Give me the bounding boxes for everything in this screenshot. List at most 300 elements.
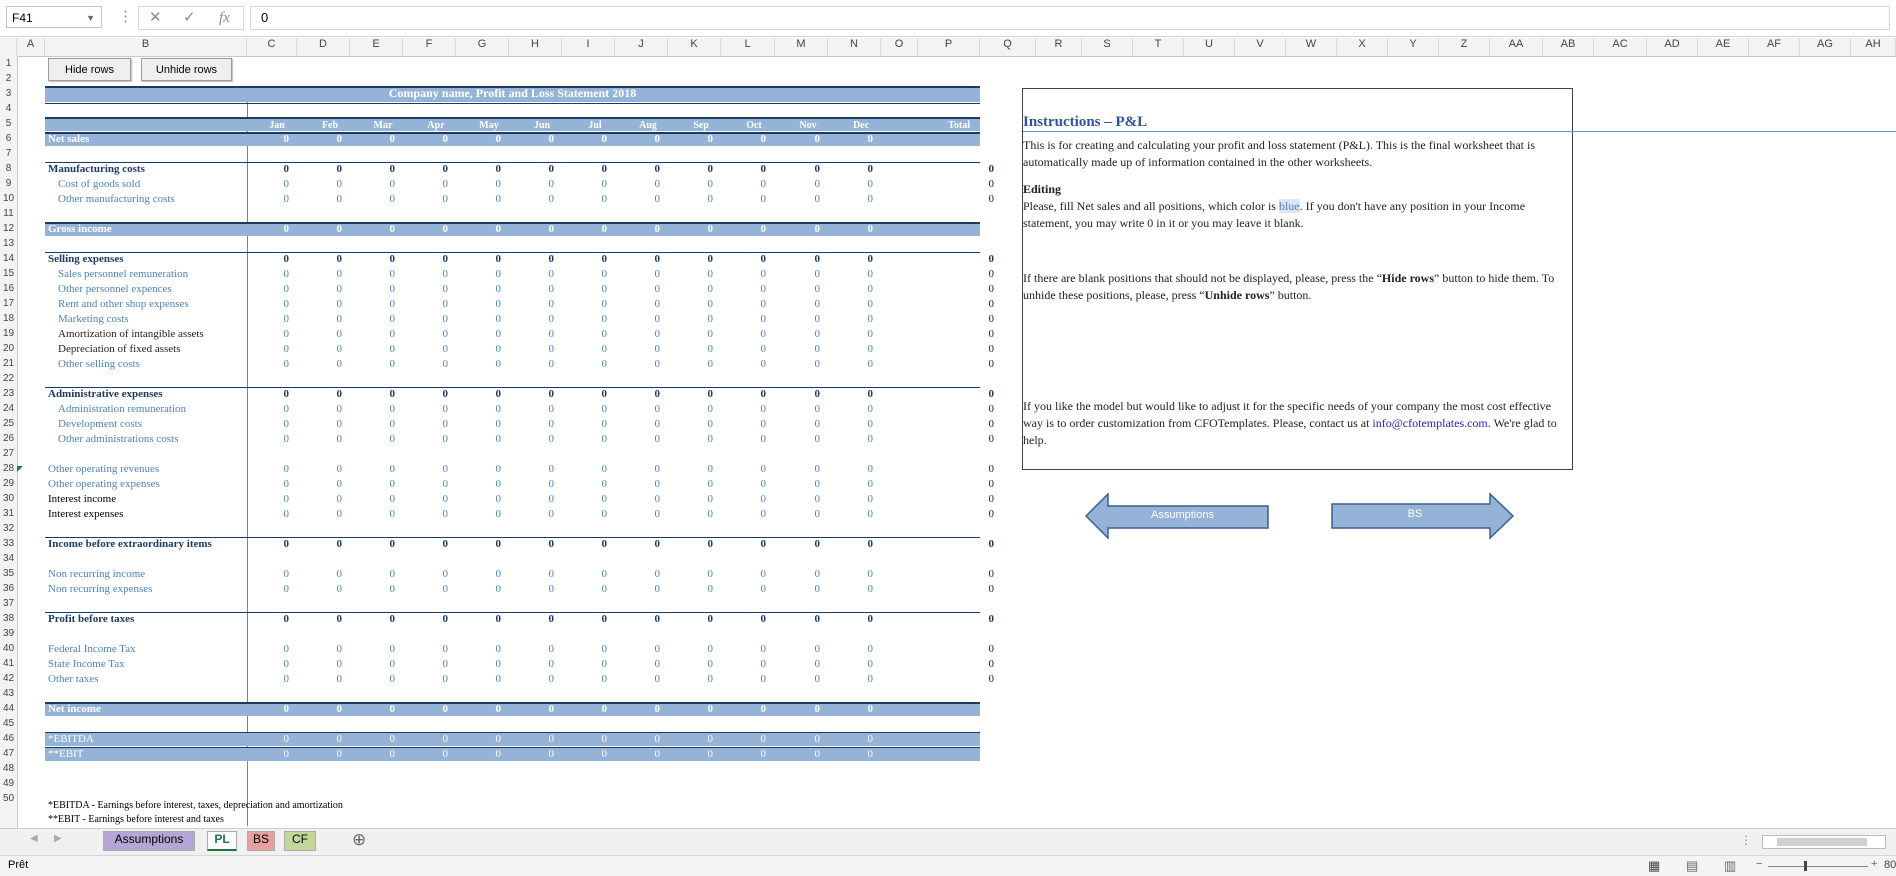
- month-value[interactable]: 0: [548, 268, 554, 280]
- month-value[interactable]: 0: [548, 283, 554, 295]
- month-value[interactable]: 0: [495, 223, 501, 235]
- page-break-icon[interactable]: ▥: [1724, 858, 1737, 873]
- month-value[interactable]: 0: [601, 568, 607, 580]
- column-header[interactable]: AF: [1749, 38, 1800, 56]
- month-value[interactable]: 0: [654, 478, 660, 490]
- month-value[interactable]: 0: [760, 298, 766, 310]
- month-value[interactable]: 0: [654, 283, 660, 295]
- month-value[interactable]: 0: [654, 733, 660, 745]
- month-value[interactable]: 0: [707, 298, 713, 310]
- total-value[interactable]: 0: [988, 673, 994, 685]
- month-value[interactable]: 0: [814, 253, 820, 265]
- month-value[interactable]: 0: [442, 613, 448, 625]
- month-value[interactable]: 0: [814, 223, 820, 235]
- row-label[interactable]: Manufacturing costs: [48, 163, 145, 175]
- month-value[interactable]: 0: [283, 343, 289, 355]
- month-value[interactable]: 0: [867, 343, 873, 355]
- month-value[interactable]: 0: [601, 298, 607, 310]
- month-value[interactable]: 0: [814, 508, 820, 520]
- month-value[interactable]: 0: [760, 703, 766, 715]
- month-value[interactable]: 0: [654, 433, 660, 445]
- month-value[interactable]: 0: [283, 703, 289, 715]
- month-value[interactable]: 0: [867, 583, 873, 595]
- total-value[interactable]: 0: [988, 538, 994, 550]
- month-value[interactable]: 0: [707, 643, 713, 655]
- month-value[interactable]: 0: [601, 283, 607, 295]
- month-value[interactable]: 0: [760, 643, 766, 655]
- month-value[interactable]: 0: [389, 283, 395, 295]
- month-value[interactable]: 0: [336, 748, 342, 760]
- month-value[interactable]: 0: [654, 583, 660, 595]
- month-value[interactable]: 0: [814, 478, 820, 490]
- month-value[interactable]: 0: [548, 748, 554, 760]
- month-value[interactable]: 0: [707, 313, 713, 325]
- month-value[interactable]: 0: [814, 568, 820, 580]
- month-value[interactable]: 0: [814, 268, 820, 280]
- month-value[interactable]: 0: [495, 283, 501, 295]
- month-value[interactable]: 0: [442, 703, 448, 715]
- row-label[interactable]: Depreciation of fixed assets: [58, 343, 181, 355]
- column-header[interactable]: I: [562, 38, 615, 56]
- tab-cf[interactable]: CF: [284, 831, 316, 851]
- month-value[interactable]: 0: [760, 223, 766, 235]
- month-value[interactable]: 0: [814, 463, 820, 475]
- total-value[interactable]: 0: [988, 703, 994, 715]
- tab-scroll-left-icon[interactable]: ◀: [30, 833, 38, 844]
- column-header[interactable]: AG: [1800, 38, 1851, 56]
- month-value[interactable]: 0: [442, 403, 448, 415]
- month-value[interactable]: 0: [389, 418, 395, 430]
- month-value[interactable]: 0: [283, 133, 289, 145]
- month-value[interactable]: 0: [548, 193, 554, 205]
- total-value[interactable]: 0: [988, 493, 994, 505]
- month-value[interactable]: 0: [601, 418, 607, 430]
- total-value[interactable]: 0: [988, 388, 994, 400]
- month-value[interactable]: 0: [760, 463, 766, 475]
- column-header[interactable]: N: [828, 38, 881, 56]
- month-value[interactable]: 0: [760, 433, 766, 445]
- month-value[interactable]: 0: [389, 343, 395, 355]
- scrollbar-thumb[interactable]: [1777, 838, 1867, 846]
- month-value[interactable]: 0: [442, 253, 448, 265]
- month-value[interactable]: 0: [601, 223, 607, 235]
- month-value[interactable]: 0: [654, 508, 660, 520]
- month-value[interactable]: 0: [442, 298, 448, 310]
- month-value[interactable]: 0: [760, 478, 766, 490]
- month-value[interactable]: 0: [707, 358, 713, 370]
- month-value[interactable]: 0: [336, 328, 342, 340]
- month-value[interactable]: 0: [548, 703, 554, 715]
- month-value[interactable]: 0: [867, 463, 873, 475]
- month-value[interactable]: 0: [867, 568, 873, 580]
- month-value[interactable]: 0: [654, 748, 660, 760]
- row-header[interactable]: 28: [2, 463, 15, 474]
- month-value[interactable]: 0: [495, 313, 501, 325]
- month-value[interactable]: 0: [814, 178, 820, 190]
- month-value[interactable]: 0: [814, 298, 820, 310]
- column-header[interactable]: W: [1286, 38, 1337, 56]
- month-value[interactable]: 0: [442, 133, 448, 145]
- formula-input[interactable]: 0: [250, 6, 1890, 30]
- column-header[interactable]: E: [350, 38, 403, 56]
- month-value[interactable]: 0: [389, 568, 395, 580]
- month-value[interactable]: 0: [760, 163, 766, 175]
- month-value[interactable]: 0: [707, 568, 713, 580]
- month-value[interactable]: 0: [336, 508, 342, 520]
- row-header[interactable]: 15: [2, 268, 15, 279]
- month-value[interactable]: 0: [867, 253, 873, 265]
- month-value[interactable]: 0: [336, 223, 342, 235]
- month-value[interactable]: 0: [495, 493, 501, 505]
- month-value[interactable]: 0: [760, 613, 766, 625]
- month-value[interactable]: 0: [760, 193, 766, 205]
- row-label[interactable]: Other manufacturing costs: [58, 193, 175, 205]
- month-value[interactable]: 0: [548, 388, 554, 400]
- month-value[interactable]: 0: [442, 268, 448, 280]
- month-value[interactable]: 0: [814, 328, 820, 340]
- row-label[interactable]: Rent and other shop expenses: [58, 298, 189, 310]
- row-header[interactable]: 16: [2, 283, 15, 294]
- month-value[interactable]: 0: [814, 703, 820, 715]
- month-value[interactable]: 0: [495, 253, 501, 265]
- month-value[interactable]: 0: [760, 418, 766, 430]
- month-value[interactable]: 0: [760, 748, 766, 760]
- month-value[interactable]: 0: [760, 313, 766, 325]
- month-value[interactable]: 0: [654, 403, 660, 415]
- row-label[interactable]: Administrative expenses: [48, 388, 163, 400]
- month-value[interactable]: 0: [760, 283, 766, 295]
- month-value[interactable]: 0: [283, 733, 289, 745]
- month-value[interactable]: 0: [442, 463, 448, 475]
- month-value[interactable]: 0: [389, 583, 395, 595]
- month-value[interactable]: 0: [867, 493, 873, 505]
- month-value[interactable]: 0: [654, 568, 660, 580]
- month-value[interactable]: 0: [654, 538, 660, 550]
- total-value[interactable]: 0: [988, 463, 994, 475]
- fx-icon[interactable]: fx: [219, 10, 230, 26]
- chevron-down-icon[interactable]: ▼: [86, 13, 95, 23]
- month-value[interactable]: 0: [548, 508, 554, 520]
- total-value[interactable]: 0: [988, 418, 994, 430]
- month-value[interactable]: 0: [654, 253, 660, 265]
- month-value[interactable]: 0: [707, 268, 713, 280]
- month-value[interactable]: 0: [283, 298, 289, 310]
- month-value[interactable]: 0: [548, 478, 554, 490]
- column-header[interactable]: F: [403, 38, 456, 56]
- month-value[interactable]: 0: [389, 253, 395, 265]
- month-value[interactable]: 0: [389, 493, 395, 505]
- month-value[interactable]: 0: [707, 748, 713, 760]
- month-value[interactable]: 0: [548, 733, 554, 745]
- month-value[interactable]: 0: [548, 433, 554, 445]
- row-label[interactable]: Selling expenses: [48, 253, 124, 265]
- month-value[interactable]: 0: [389, 358, 395, 370]
- month-value[interactable]: 0: [442, 343, 448, 355]
- total-value[interactable]: 0: [988, 133, 994, 145]
- column-header[interactable]: T: [1133, 38, 1184, 56]
- month-value[interactable]: 0: [336, 298, 342, 310]
- month-value[interactable]: 0: [760, 133, 766, 145]
- month-value[interactable]: 0: [442, 658, 448, 670]
- month-value[interactable]: 0: [707, 703, 713, 715]
- row-header[interactable]: 19: [2, 328, 15, 339]
- month-value[interactable]: 0: [654, 358, 660, 370]
- total-value[interactable]: 0: [988, 193, 994, 205]
- row-header[interactable]: 47: [2, 748, 15, 759]
- month-value[interactable]: 0: [283, 403, 289, 415]
- month-value[interactable]: 0: [283, 358, 289, 370]
- month-value[interactable]: 0: [867, 133, 873, 145]
- month-value[interactable]: 0: [548, 403, 554, 415]
- month-value[interactable]: 0: [548, 358, 554, 370]
- month-value[interactable]: 0: [760, 268, 766, 280]
- month-value[interactable]: 0: [495, 388, 501, 400]
- month-value[interactable]: 0: [442, 733, 448, 745]
- month-value[interactable]: 0: [442, 493, 448, 505]
- month-value[interactable]: 0: [814, 313, 820, 325]
- column-header[interactable]: R: [1036, 38, 1082, 56]
- enter-icon[interactable]: ✓: [183, 9, 196, 26]
- month-value[interactable]: 0: [760, 343, 766, 355]
- total-value[interactable]: 0: [988, 613, 994, 625]
- month-value[interactable]: 0: [389, 748, 395, 760]
- month-value[interactable]: 0: [336, 583, 342, 595]
- month-value[interactable]: 0: [389, 298, 395, 310]
- total-value[interactable]: 0: [988, 433, 994, 445]
- total-value[interactable]: 0: [988, 223, 994, 235]
- row-label[interactable]: Interest income: [48, 493, 117, 505]
- month-value[interactable]: 0: [814, 163, 820, 175]
- row-header[interactable]: 37: [2, 598, 15, 609]
- month-value[interactable]: 0: [654, 133, 660, 145]
- month-value[interactable]: 0: [336, 673, 342, 685]
- row-header[interactable]: 48: [2, 763, 15, 774]
- month-value[interactable]: 0: [707, 193, 713, 205]
- month-value[interactable]: 0: [760, 658, 766, 670]
- row-header[interactable]: 40: [2, 643, 15, 654]
- month-value[interactable]: 0: [495, 583, 501, 595]
- month-value[interactable]: 0: [548, 328, 554, 340]
- month-value[interactable]: 0: [548, 583, 554, 595]
- month-value[interactable]: 0: [548, 538, 554, 550]
- month-value[interactable]: 0: [601, 328, 607, 340]
- total-value[interactable]: 0: [988, 283, 994, 295]
- month-value[interactable]: 0: [495, 568, 501, 580]
- month-value[interactable]: 0: [654, 613, 660, 625]
- month-value[interactable]: 0: [548, 493, 554, 505]
- month-value[interactable]: 0: [442, 358, 448, 370]
- month-value[interactable]: 0: [707, 538, 713, 550]
- month-value[interactable]: 0: [814, 493, 820, 505]
- month-value[interactable]: 0: [389, 433, 395, 445]
- row-label[interactable]: Non recurring expenses: [48, 583, 153, 595]
- month-value[interactable]: 0: [442, 643, 448, 655]
- month-value[interactable]: 0: [548, 673, 554, 685]
- total-value[interactable]: 0: [988, 163, 994, 175]
- month-value[interactable]: 0: [707, 178, 713, 190]
- month-value[interactable]: 0: [283, 388, 289, 400]
- month-value[interactable]: 0: [283, 493, 289, 505]
- month-value[interactable]: 0: [867, 388, 873, 400]
- month-value[interactable]: 0: [495, 658, 501, 670]
- month-value[interactable]: 0: [336, 283, 342, 295]
- row-label[interactable]: *EBITDA: [48, 733, 94, 745]
- row-label[interactable]: Profit before taxes: [48, 613, 135, 625]
- column-header[interactable]: V: [1235, 38, 1286, 56]
- month-value[interactable]: 0: [707, 388, 713, 400]
- month-value[interactable]: 0: [336, 358, 342, 370]
- month-value[interactable]: 0: [442, 538, 448, 550]
- row-header[interactable]: 7: [5, 148, 12, 159]
- column-header[interactable]: H: [509, 38, 562, 56]
- month-value[interactable]: 0: [867, 508, 873, 520]
- month-value[interactable]: 0: [814, 403, 820, 415]
- month-value[interactable]: 0: [707, 328, 713, 340]
- tab-assumptions[interactable]: Assumptions: [103, 831, 195, 851]
- month-value[interactable]: 0: [389, 403, 395, 415]
- month-value[interactable]: 0: [814, 343, 820, 355]
- month-value[interactable]: 0: [867, 613, 873, 625]
- row-label[interactable]: Administration remuneration: [58, 403, 186, 415]
- month-value[interactable]: 0: [442, 583, 448, 595]
- month-value[interactable]: 0: [760, 493, 766, 505]
- month-value[interactable]: 0: [495, 703, 501, 715]
- month-value[interactable]: 0: [814, 283, 820, 295]
- row-header[interactable]: 41: [2, 658, 15, 669]
- month-value[interactable]: 0: [389, 733, 395, 745]
- month-value[interactable]: 0: [283, 253, 289, 265]
- column-header[interactable]: U: [1184, 38, 1235, 56]
- month-value[interactable]: 0: [442, 433, 448, 445]
- month-value[interactable]: 0: [442, 223, 448, 235]
- month-value[interactable]: 0: [867, 478, 873, 490]
- month-value[interactable]: 0: [867, 418, 873, 430]
- month-value[interactable]: 0: [283, 328, 289, 340]
- month-value[interactable]: 0: [442, 283, 448, 295]
- month-value[interactable]: 0: [389, 703, 395, 715]
- column-header[interactable]: AA: [1490, 38, 1543, 56]
- month-value[interactable]: 0: [867, 538, 873, 550]
- month-value[interactable]: 0: [336, 478, 342, 490]
- month-value[interactable]: 0: [867, 178, 873, 190]
- month-value[interactable]: 0: [707, 493, 713, 505]
- month-value[interactable]: 0: [442, 568, 448, 580]
- total-value[interactable]: 0: [988, 508, 994, 520]
- row-label[interactable]: Non recurring income: [48, 568, 146, 580]
- month-value[interactable]: 0: [814, 133, 820, 145]
- month-value[interactable]: 0: [760, 583, 766, 595]
- month-value[interactable]: 0: [283, 223, 289, 235]
- month-value[interactable]: 0: [601, 133, 607, 145]
- column-header[interactable]: B: [45, 38, 247, 56]
- row-label[interactable]: Gross income: [48, 223, 112, 235]
- row-header[interactable]: 10: [2, 193, 15, 204]
- email-link[interactable]: info@cfotemplates.com: [1372, 416, 1488, 430]
- month-value[interactable]: 0: [654, 703, 660, 715]
- month-value[interactable]: 0: [336, 253, 342, 265]
- month-value[interactable]: 0: [548, 613, 554, 625]
- month-value[interactable]: 0: [601, 748, 607, 760]
- row-header[interactable]: 8: [5, 163, 12, 174]
- row-header[interactable]: 46: [2, 733, 15, 744]
- row-label[interactable]: Other selling costs: [58, 358, 140, 370]
- month-value[interactable]: 0: [867, 163, 873, 175]
- row-header[interactable]: 45: [2, 718, 15, 729]
- month-value[interactable]: 0: [389, 193, 395, 205]
- month-value[interactable]: 0: [760, 388, 766, 400]
- column-header[interactable]: D: [297, 38, 350, 56]
- month-value[interactable]: 0: [336, 313, 342, 325]
- month-value[interactable]: 0: [442, 313, 448, 325]
- month-value[interactable]: 0: [707, 433, 713, 445]
- month-value[interactable]: 0: [389, 163, 395, 175]
- month-value[interactable]: 0: [654, 418, 660, 430]
- row-header[interactable]: 30: [2, 493, 15, 504]
- row-header[interactable]: 33: [2, 538, 15, 549]
- month-value[interactable]: 0: [707, 253, 713, 265]
- month-value[interactable]: 0: [442, 478, 448, 490]
- month-value[interactable]: 0: [336, 178, 342, 190]
- month-value[interactable]: 0: [867, 223, 873, 235]
- month-value[interactable]: 0: [283, 178, 289, 190]
- total-value[interactable]: 0: [988, 343, 994, 355]
- month-value[interactable]: 0: [283, 508, 289, 520]
- month-value[interactable]: 0: [760, 403, 766, 415]
- month-value[interactable]: 0: [336, 163, 342, 175]
- tab-bs[interactable]: BS: [247, 831, 275, 851]
- month-value[interactable]: 0: [283, 583, 289, 595]
- month-value[interactable]: 0: [601, 538, 607, 550]
- month-value[interactable]: 0: [389, 388, 395, 400]
- month-value[interactable]: 0: [760, 178, 766, 190]
- month-value[interactable]: 0: [601, 733, 607, 745]
- total-value[interactable]: 0: [988, 253, 994, 265]
- month-value[interactable]: 0: [867, 673, 873, 685]
- total-value[interactable]: 0: [988, 583, 994, 595]
- month-value[interactable]: 0: [283, 463, 289, 475]
- month-value[interactable]: 0: [442, 388, 448, 400]
- row-label[interactable]: Marketing costs: [58, 313, 129, 325]
- row-header[interactable]: 3: [5, 88, 12, 99]
- month-value[interactable]: 0: [495, 478, 501, 490]
- column-header[interactable]: Y: [1388, 38, 1439, 56]
- month-value[interactable]: 0: [283, 478, 289, 490]
- month-value[interactable]: 0: [654, 463, 660, 475]
- month-value[interactable]: 0: [336, 703, 342, 715]
- row-header[interactable]: 43: [2, 688, 15, 699]
- month-value[interactable]: 0: [814, 673, 820, 685]
- column-header[interactable]: C: [247, 38, 297, 56]
- zoom-in-icon[interactable]: +: [1871, 858, 1878, 870]
- month-value[interactable]: 0: [654, 643, 660, 655]
- month-value[interactable]: 0: [548, 163, 554, 175]
- month-value[interactable]: 0: [867, 433, 873, 445]
- month-value[interactable]: 0: [442, 748, 448, 760]
- assumptions-arrow-label[interactable]: Assumptions: [1151, 509, 1214, 521]
- month-value[interactable]: 0: [495, 433, 501, 445]
- bs-arrow-label[interactable]: BS: [1407, 508, 1423, 520]
- month-value[interactable]: 0: [495, 178, 501, 190]
- month-value[interactable]: 0: [336, 658, 342, 670]
- month-value[interactable]: 0: [495, 463, 501, 475]
- row-header[interactable]: 21: [2, 358, 15, 369]
- month-value[interactable]: 0: [283, 568, 289, 580]
- unhide-rows-button[interactable]: Unhide rows: [141, 58, 232, 81]
- row-header[interactable]: 1: [5, 58, 12, 69]
- month-value[interactable]: 0: [336, 268, 342, 280]
- month-value[interactable]: 0: [654, 193, 660, 205]
- row-header[interactable]: 24: [2, 403, 15, 414]
